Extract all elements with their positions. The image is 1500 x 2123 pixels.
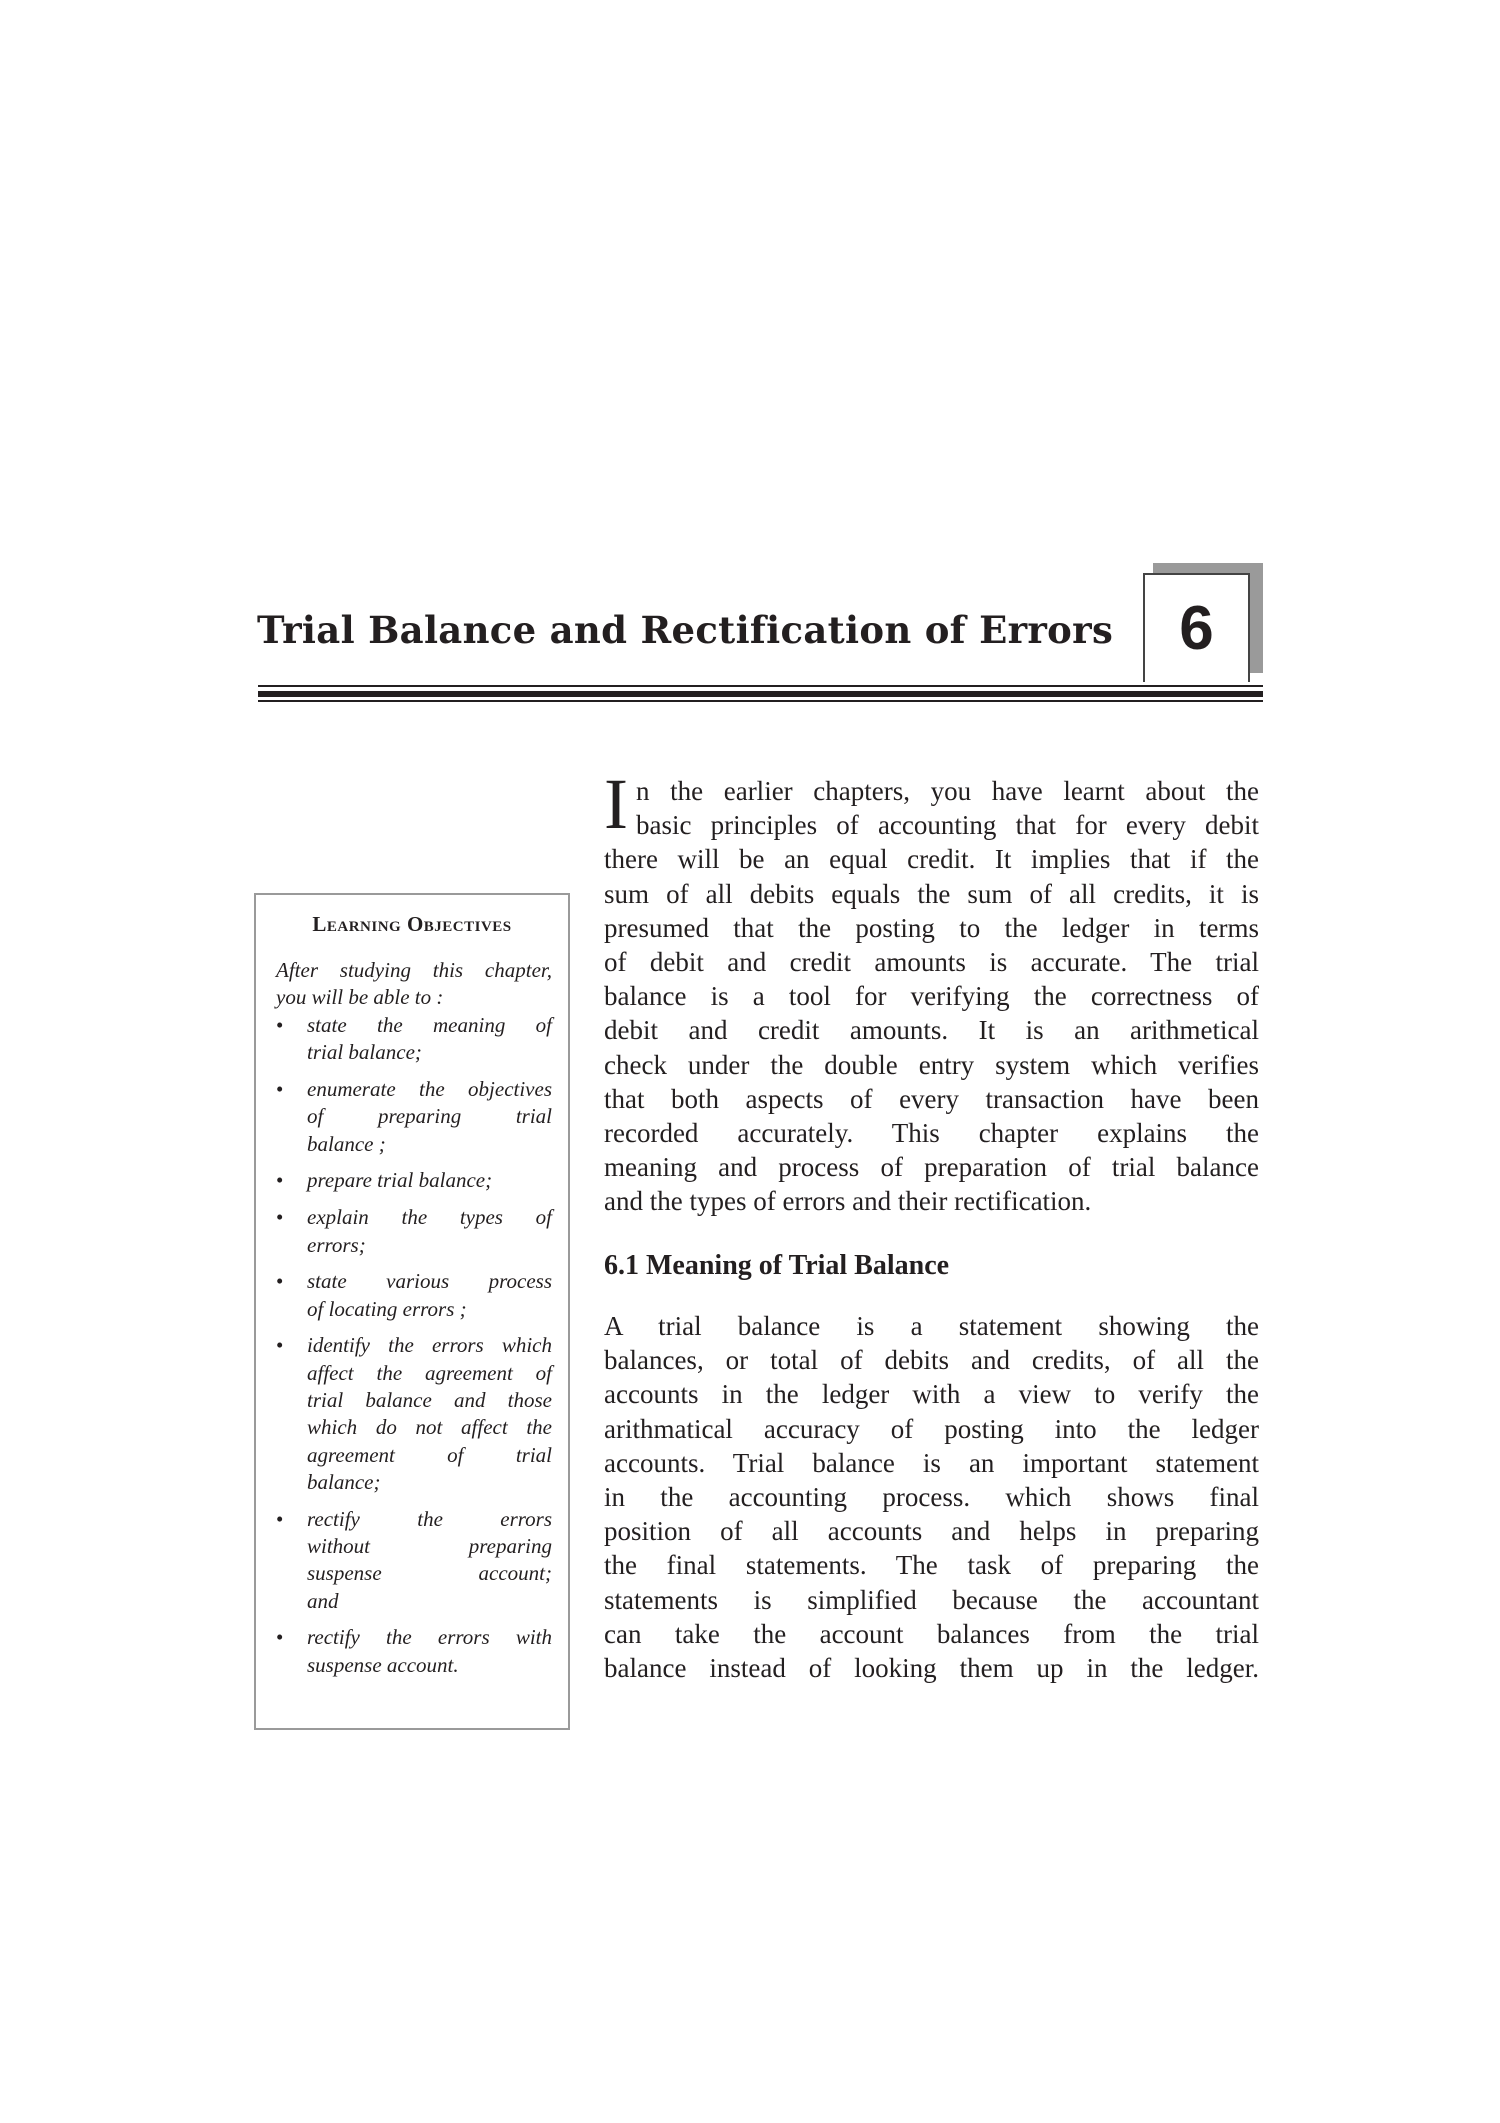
section-heading: 6.1 Meaning of Trial Balance xyxy=(604,1250,950,1281)
text-line: rectify the errors xyxy=(307,1506,552,1531)
text-line: there will be an equal credit. It implies that if the xyxy=(604,844,1259,875)
text-line: in the accounting process. which shows final xyxy=(604,1482,1259,1513)
text-line: can take the account balances from the trial xyxy=(604,1618,1259,1649)
text-line: arithmatical accuracy of posting into the ledger xyxy=(604,1413,1259,1444)
text-line: of debit and credit amounts is accurate. The trial xyxy=(604,947,1259,978)
drop-cap: I xyxy=(604,764,628,844)
text-line: balances, or total of debits and credits, of all the xyxy=(604,1345,1259,1376)
bullet-icon: • xyxy=(276,1013,284,1037)
text-line: meaning and process of preparation of trial balance xyxy=(604,1152,1259,1183)
text-line: debit and credit amounts. It is an arithmetical xyxy=(604,1015,1259,1046)
objective-item xyxy=(276,1268,552,1323)
text-line: suspense account; xyxy=(307,1561,552,1586)
text-line: balance instead of looking them up in the ledger. xyxy=(604,1653,1259,1684)
text-line: accounts in the ledger with a view to verify the xyxy=(604,1379,1259,1410)
text-line: basic principles of accounting that for every debit xyxy=(636,810,1259,841)
text-line: without preparing xyxy=(307,1534,552,1559)
bullet-icon: • xyxy=(276,1506,284,1531)
text-line: that both aspects of every transaction have been xyxy=(604,1083,1259,1114)
text-line: sum of all debits equals the sum of all credits, it is xyxy=(604,878,1259,909)
bullet-icon: • xyxy=(276,1269,284,1294)
chapter-number-box xyxy=(1143,573,1250,682)
text-line: explain the types of xyxy=(307,1205,552,1230)
text-line: you will be able to : xyxy=(276,985,444,1010)
bullet-icon: • xyxy=(276,1625,284,1650)
section-paragraph xyxy=(604,1309,1259,1685)
learning-objectives-heading: Learning Objectives xyxy=(312,912,512,936)
text-line: state various process xyxy=(307,1269,552,1294)
text-line: A trial balance is a statement showing the xyxy=(604,1311,1259,1341)
text-line: errors; xyxy=(307,1232,366,1257)
text-line: state the meaning of xyxy=(307,1013,552,1037)
bullet-icon: • xyxy=(276,1168,284,1193)
bullet-icon: • xyxy=(276,1205,284,1230)
text-line: balance ; xyxy=(307,1131,386,1156)
title-rule-thick xyxy=(258,691,1263,697)
text-line: the final statements. The task of preparing the xyxy=(604,1550,1259,1581)
title-rule-top xyxy=(258,685,1263,687)
text-line: prepare trial balance; xyxy=(307,1168,493,1193)
text-line: balance is a tool for verifying the correctness of xyxy=(604,981,1259,1012)
intro-paragraph xyxy=(604,774,1259,1219)
text-line: rectify the errors with xyxy=(307,1625,552,1650)
title-rule-bottom xyxy=(258,700,1263,702)
learning-objectives-intro xyxy=(276,957,552,1012)
bullet-icon: • xyxy=(276,1077,284,1102)
text-line: agreement of trial xyxy=(307,1442,552,1467)
learning-objectives-list xyxy=(276,1012,552,1689)
objective-item xyxy=(276,1506,552,1615)
text-line: recorded accurately. This chapter explains the xyxy=(604,1118,1259,1149)
text-line: trial balance and those xyxy=(307,1388,552,1413)
text-line: n the earlier chapters, you have learnt about the xyxy=(636,776,1259,806)
text-line: and xyxy=(307,1588,339,1613)
chapter-title: Trial Balance and Rectification of Errors xyxy=(257,608,1114,652)
text-line: and the types of errors and their rectification. xyxy=(604,1186,1092,1217)
bullet-icon: • xyxy=(276,1333,284,1358)
text-line: identify the errors which xyxy=(307,1333,552,1358)
text-line: enumerate the objectives xyxy=(307,1077,552,1102)
objective-item xyxy=(276,1167,552,1194)
text-line: which do not affect the xyxy=(307,1415,552,1440)
text-line: position of all accounts and helps in preparing xyxy=(604,1516,1259,1547)
text-line: of preparing trial xyxy=(307,1104,552,1129)
text-line: presumed that the posting to the ledger in terms xyxy=(604,912,1259,943)
text-line: statements is simplified because the accountant xyxy=(604,1584,1259,1615)
text-line: suspense account. xyxy=(307,1652,459,1677)
objective-item xyxy=(276,1624,552,1679)
objective-item xyxy=(276,1204,552,1259)
objective-item xyxy=(276,1012,552,1067)
objective-item xyxy=(276,1332,552,1496)
objective-item xyxy=(276,1076,552,1158)
text-line: accounts. Trial balance is an important statement xyxy=(604,1447,1259,1478)
text-line: balance; xyxy=(307,1469,381,1494)
text-line: of locating errors ; xyxy=(307,1296,467,1321)
text-line: check under the double entry system which verifies xyxy=(604,1049,1259,1080)
chapter-number: 6 xyxy=(1179,594,1214,663)
text-line: After studying this chapter, xyxy=(276,958,552,982)
text-line: affect the agreement of xyxy=(307,1360,552,1385)
text-line: trial balance; xyxy=(307,1040,422,1065)
